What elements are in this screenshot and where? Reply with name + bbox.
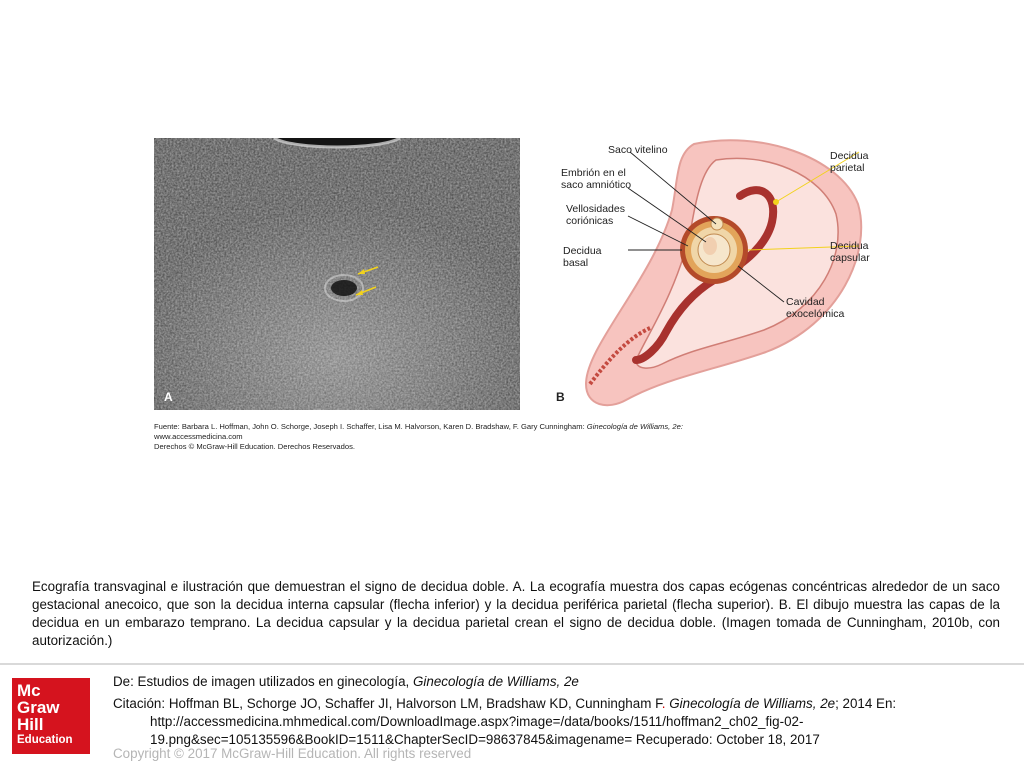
label-embrion: Embrión en el saco amniótico — [561, 167, 632, 191]
label-decidua-capsular: Decidua capsular — [830, 240, 870, 264]
label-saco-vitelino: Saco vitelino — [608, 144, 668, 156]
label-decidua-basal: Decidua basal — [563, 245, 602, 269]
citation-url[interactable]: http://accessmedicina.mhmedical.com/DownloadImage.aspx?image=/data/books/1511/hoffman2_ch02_fig-02- — [150, 714, 804, 729]
label-decidua-parietal: Decidua parietal — [830, 150, 869, 174]
figure-caption: Ecografía transvaginal e ilustración que demuestran el signo de decidua doble. A. La ecografía muestra dos capas ecógenas concéntricas alrededor de un saco gestacional anecoico, que son la decidua interna capsular (flecha inferior) y la decidua periférica parietal (flecha superior). B. El dibujo muestra las capas de la decidua en un embarazo temprano. La decidua capsular y la decidua parietal crean el signo de decidua doble. (Imagen tomada de Cunningham, 2010b, con autorización.) — [32, 579, 1000, 648]
label-cavidad-exocelomica: Cavidad exocelómica — [786, 296, 845, 320]
from-line: De: Estudios de imagen utilizados en ginecología, Ginecología de Williams, 2e — [113, 674, 579, 689]
figure-source: Fuente: Barbara L. Hoffman, John O. Schorge, Joseph I. Schaffer, Lisa M. Halvorson, Karen D. Bradshaw, F. Gary Cunningham: Ginecología de Williams, 2e: www.accessmedicina.com Derechos © McGraw-Hill Education. Derechos Reservados. — [154, 422, 683, 451]
panel-label-a: A — [164, 390, 173, 404]
citation: Citación: Hoffman BL, Schorge JO, Schaffer JI, Halvorson LM, Bradshaw KD, Cunningham F. Ginecología de Williams, 2e; 2014 En: http://accessmedicina.mhmedical.com/DownloadImage.aspx?image=/data/books/1511/hoffman2_ch02_fig-02- 19.png&sec=105135596&BookID=1511&ChapterSecID=98637845&imagename= Recuperado: October 18, 2017 — [113, 695, 993, 749]
ultrasound-image — [154, 138, 520, 410]
label-vellosidades: Vellosidades coriónicas — [566, 203, 625, 227]
mcgraw-hill-logo: Mc Graw Hill Education — [12, 678, 90, 754]
copyright: Copyright © 2017 McGraw-Hill Education. All rights reserved — [113, 746, 472, 761]
decidua-illustration — [554, 138, 870, 410]
figure — [154, 138, 870, 458]
divider — [0, 663, 1024, 665]
panel-label-b: B — [556, 390, 565, 404]
